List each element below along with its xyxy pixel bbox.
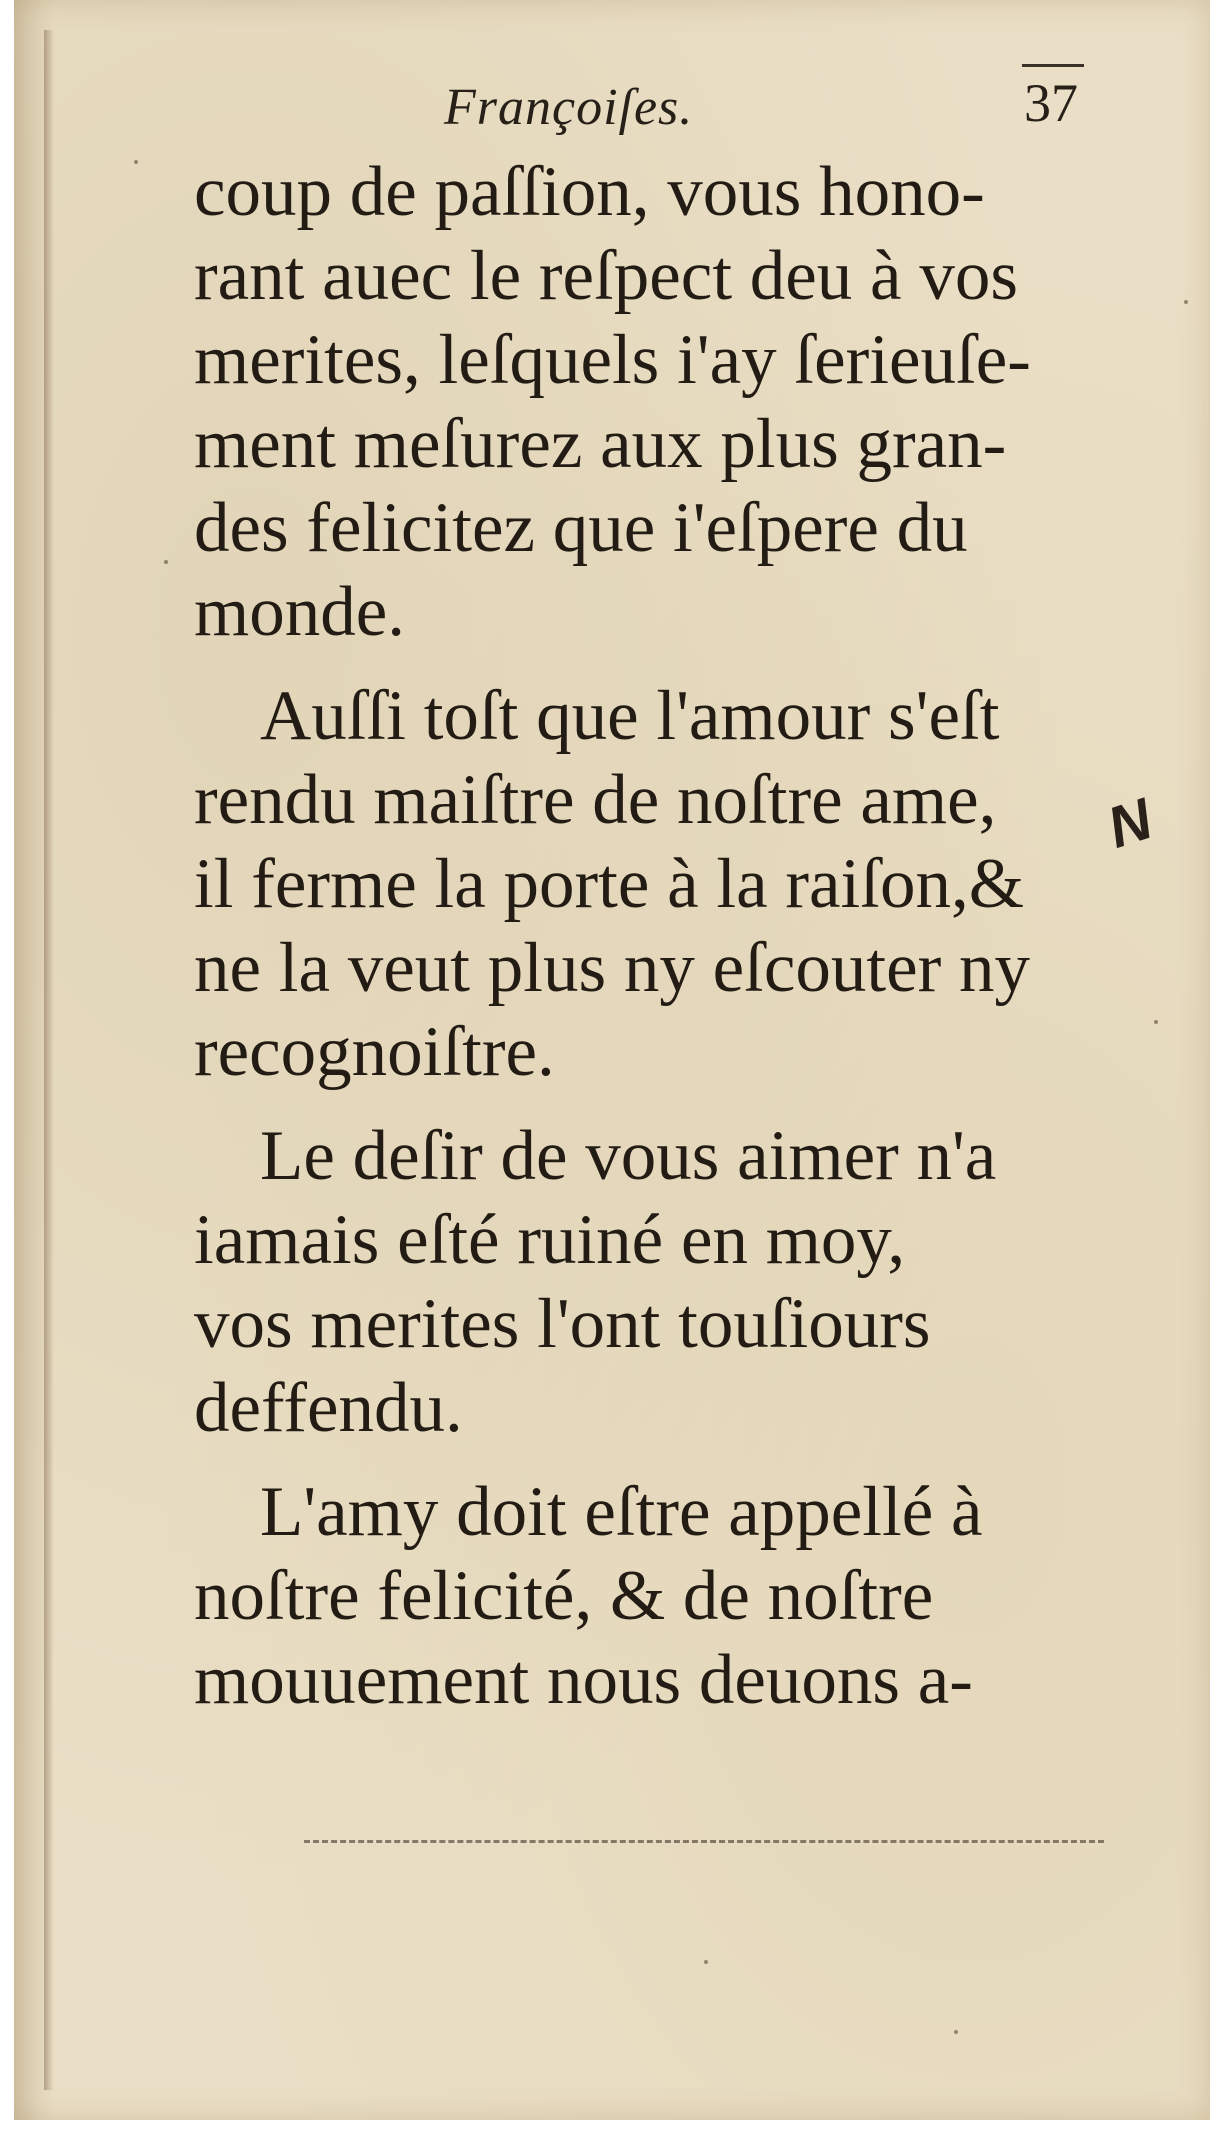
running-title: Françoiſes. bbox=[444, 79, 694, 136]
book-page bbox=[14, 0, 1210, 2120]
text-line: vos merites l'ont touſiours bbox=[194, 1285, 931, 1363]
paper-speck bbox=[1184, 300, 1188, 304]
text-line: des felicitez que i'eſpere du bbox=[194, 489, 968, 567]
paper-speck bbox=[954, 2030, 958, 2034]
text-line: Le deſir de vous aimer n'a bbox=[260, 1117, 997, 1195]
text-line: recognoiſtre. bbox=[194, 1013, 555, 1091]
text-line: monde. bbox=[194, 573, 405, 651]
text-line: coup de paſſion, vous hono- bbox=[194, 153, 985, 231]
text-line: rendu maiſtre de noſtre ame, bbox=[194, 761, 997, 839]
text-line: mouuement nous deuons a- bbox=[194, 1641, 973, 1719]
text-line: Auſſi toſt que l'amour s'eſt bbox=[260, 677, 1000, 755]
text-line: ment meſurez aux plus gran- bbox=[194, 405, 1007, 483]
catchline-rule bbox=[304, 1840, 1104, 1843]
text-line: merites, leſquels i'ay ſerieuſe- bbox=[194, 321, 1031, 399]
body-text bbox=[194, 150, 1124, 1722]
paper-speck bbox=[1154, 1020, 1158, 1024]
text-line: L'amy doit eſtre appellé à bbox=[260, 1473, 983, 1551]
text-line: iamais eſté ruiné en moy, bbox=[194, 1201, 906, 1279]
text-line: noſtre felicité, & de noſtre bbox=[194, 1557, 934, 1635]
paper-speck bbox=[134, 160, 138, 164]
paper-speck bbox=[704, 1960, 708, 1964]
text-line: rant auec le reſpect deu à vos bbox=[194, 237, 1018, 315]
text-line: il ferme la porte à la raiſon,& bbox=[194, 845, 1024, 923]
handwritten-margin-mark: N bbox=[1099, 786, 1160, 861]
text-line: deffendu. bbox=[194, 1369, 463, 1447]
text-line: ne la veut plus ny eſcouter ny bbox=[194, 929, 1030, 1007]
page-number: 37 bbox=[1024, 73, 1078, 133]
paper-speck bbox=[164, 560, 168, 564]
page-gutter-shadow bbox=[44, 30, 54, 2090]
